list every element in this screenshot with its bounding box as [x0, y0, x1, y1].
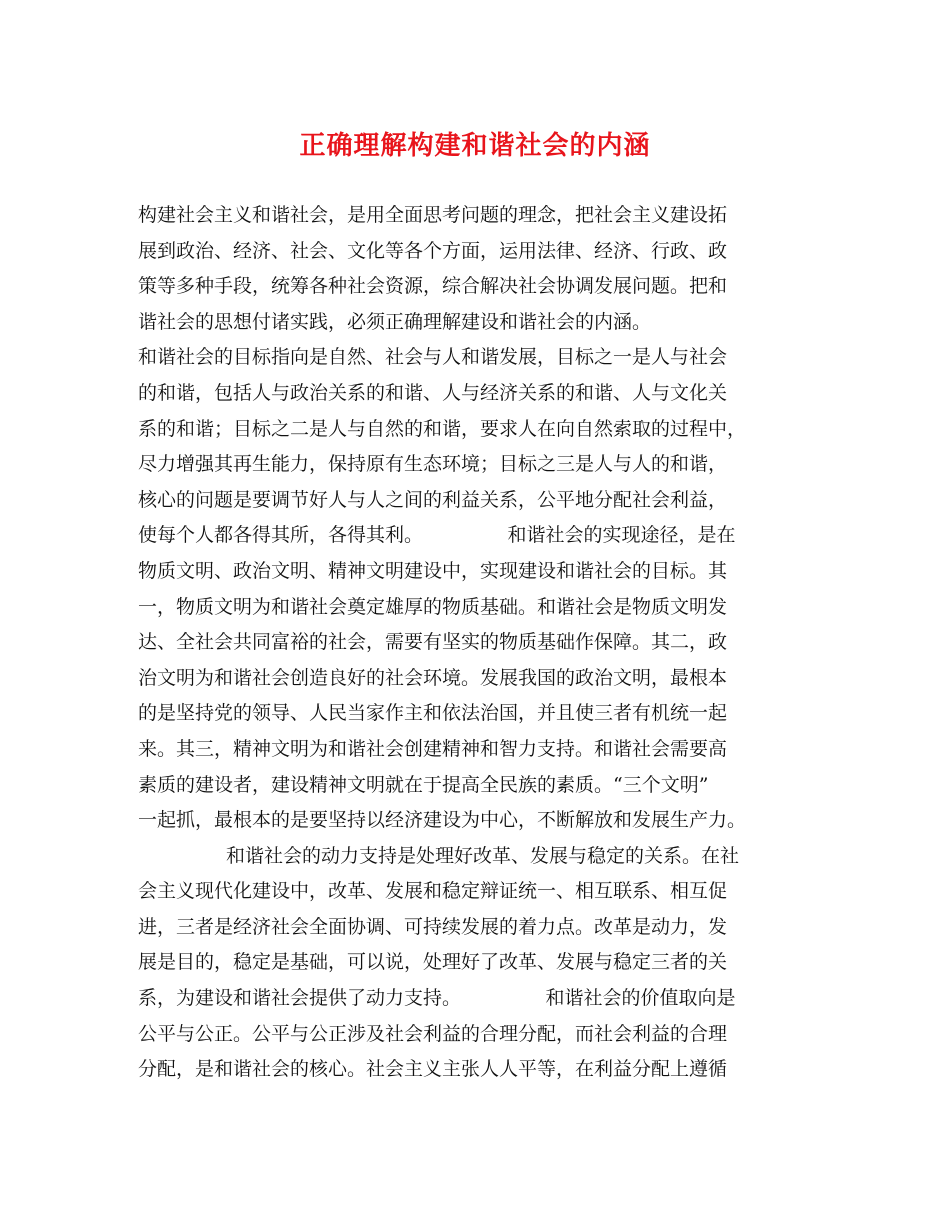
- text-line: 的是坚持党的领导、人民当家作主和依法治国，并且使三者有机统一起: [138, 702, 728, 725]
- text-line: 系，为建设和谐社会提供了动力支持。 和谐社会的价值取向是: [138, 987, 736, 1010]
- text-line: 公平与公正。公平与公正涉及社会利益的合理分配，而社会利益的合理: [138, 1022, 728, 1045]
- text-line: 展是目的，稳定是基础，可以说，处理好了改革、发展与稳定三者的关: [138, 951, 728, 974]
- text-line: 尽力增强其再生能力，保持原有生态环境；目标之三是人与人的和谐，: [138, 453, 728, 476]
- text-line: 展到政治、经济、社会、文化等各个方面，运用法律、经济、行政、政: [138, 239, 728, 262]
- text-line: 的和谐，包括人与政治关系的和谐、人与经济关系的和谐、人与文化关: [138, 381, 728, 404]
- text-line: 素质的建设者，建设精神文明就在于提高全民族的素质。“三个文明”: [138, 773, 709, 796]
- document-title: 正确理解构建和谐社会的内涵: [299, 131, 651, 161]
- text-line: 策等多种手段，统筹各种社会资源，综合解决社会协调发展问题。把和: [138, 275, 728, 298]
- text-line: 一起抓，最根本的是要坚持以经济建设为中心，不断解放和发展生产力。: [138, 809, 747, 832]
- text-line: 会主义现代化建设中，改革、发展和稳定辩证统一、相互联系、相互促: [138, 880, 728, 903]
- text-line: 构建社会主义和谐社会，是用全面思考问题的理念，把社会主义建设拓: [138, 204, 728, 226]
- text-line: 和谐社会的目标指向是自然、社会与人和谐发展，目标之一是人与社会: [138, 346, 728, 369]
- text-line: 来。其三，精神文明为和谐社会创建精神和智力支持。和谐社会需要高: [138, 737, 728, 760]
- text-line: 核心的问题是要调节好人与人之间的利益关系，公平地分配社会利益，: [138, 488, 728, 511]
- text-line: 系的和谐；目标之二是人与自然的和谐，要求人在向自然索取的过程中，: [138, 417, 747, 440]
- text-line: 和谐社会的动力支持是处理好改革、发展与稳定的关系。在社: [226, 844, 740, 867]
- text-line: 一，物质文明为和谐社会奠定雄厚的物质基础。和谐社会是物质文明发: [138, 595, 728, 618]
- text-line: 物质文明、政治文明、精神文明建设中，实现建设和谐社会的目标。其: [138, 559, 728, 582]
- text-line: 分配，是和谐社会的核心。社会主义主张人人平等，在利益分配上遵循: [138, 1058, 728, 1081]
- text-line: 达、全社会共同富裕的社会，需要有坚实的物质基础作保障。其二，政: [138, 631, 728, 654]
- text-line: 使每个人都各得其所，各得其利。 和谐社会的实现途径，是在: [138, 524, 736, 547]
- text-line: 进，三者是经济社会全面协调、可持续发展的着力点。改革是动力，发: [138, 915, 728, 938]
- text-line: 治文明为和谐社会创造良好的社会环境。发展我国的政治文明，最根本: [138, 666, 728, 689]
- text-line: 谐社会的思想付诸实践，必须正确理解建设和谐社会的内涵。: [138, 310, 652, 333]
- document-body: [138, 198, 820, 1088]
